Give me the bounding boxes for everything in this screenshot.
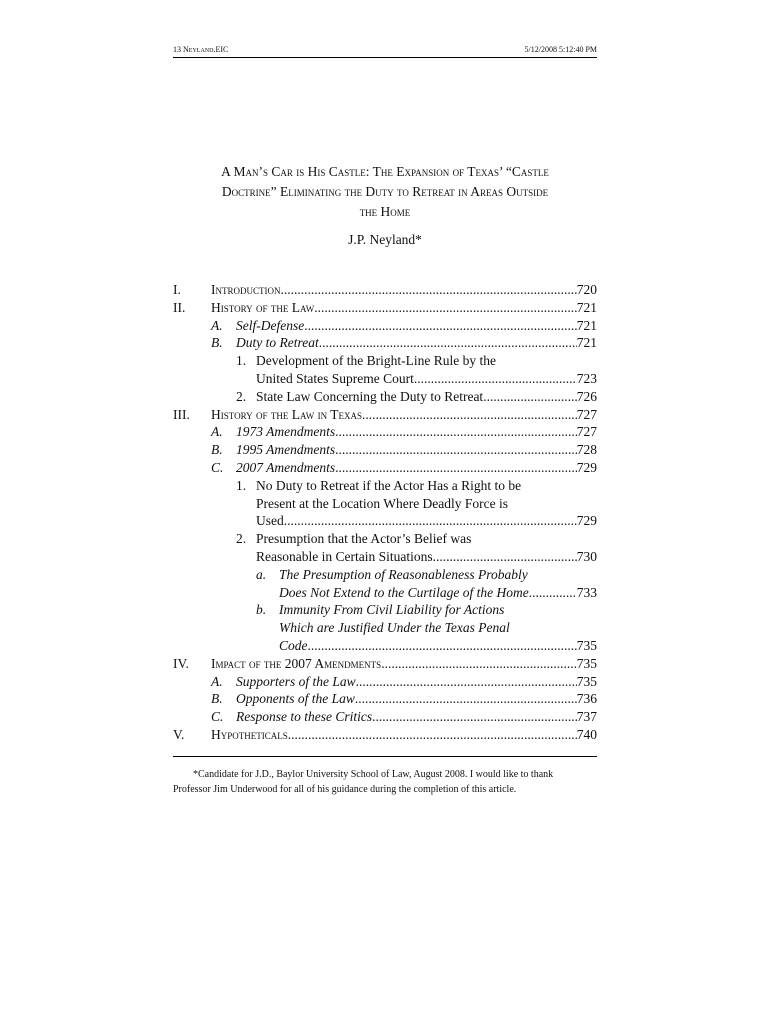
toc-entry: [173, 566, 597, 584]
toc-title: Presumption that the Actor’s Belief was: [256, 531, 472, 547]
toc-title: Present at the Location Where Deadly Force is: [256, 495, 509, 511]
toc-title: Hypotheticals: [211, 726, 288, 742]
toc-title: History of the Law: [211, 299, 315, 315]
toc-number: 1.: [236, 477, 247, 493]
toc-entry-continuation: [173, 512, 597, 530]
toc-page: 729: [576, 459, 597, 475]
toc-number: 2.: [236, 388, 247, 404]
toc-number: II.: [173, 299, 186, 315]
toc-page: 721: [576, 299, 597, 315]
toc-entry: [173, 299, 597, 317]
toc-number: IV.: [173, 655, 189, 671]
toc-entry: [173, 406, 597, 424]
toc-entry-continuation: [173, 619, 597, 637]
toc-number: 1.: [236, 353, 247, 369]
toc-title: Supporters of the Law: [236, 673, 356, 689]
toc-entry: [173, 530, 597, 548]
toc-entry-continuation: [173, 495, 597, 513]
toc-title: Used: [256, 513, 284, 529]
title-line: the Home: [359, 204, 411, 219]
toc-entry: [173, 477, 597, 495]
toc-title: United States Supreme Court: [256, 370, 414, 386]
author: J.P. Neyland*: [348, 232, 422, 247]
timestamp: 5/12/2008 5:12:40 PM: [524, 45, 597, 54]
running-header: [173, 45, 597, 58]
toc-title: 2007 Amendments: [236, 459, 336, 475]
toc-title: Code: [279, 637, 308, 653]
toc-title: Duty to Retreat: [236, 335, 319, 351]
toc-page: 720: [576, 282, 597, 297]
footnote-line: *Candidate for J.D., Baylor University School of Law, August 2008. I would like to thank: [193, 769, 554, 780]
toc-number: C.: [211, 459, 224, 475]
toc-title: Impact of the 2007 Amendments: [211, 655, 382, 671]
toc-page: 723: [576, 370, 597, 386]
toc-page: 736: [576, 691, 597, 707]
toc-number: B.: [211, 442, 223, 458]
toc-page: 730: [576, 548, 597, 564]
toc-page: 727: [576, 424, 597, 440]
toc-entry: [173, 352, 597, 370]
toc-entry-continuation: [173, 370, 597, 388]
toc-number: V.: [173, 726, 185, 742]
toc-entry: [173, 334, 597, 352]
toc-number: 2.: [236, 531, 247, 547]
toc-number: A.: [211, 317, 223, 333]
toc-entry: [173, 423, 597, 441]
toc-title: Which are Justified Under the Texas Penal: [279, 620, 510, 636]
toc-title: Reasonable in Certain Situations: [256, 548, 433, 564]
toc-page: 735: [576, 655, 597, 671]
toc-entry: [173, 673, 597, 691]
toc-entry: [173, 317, 597, 335]
toc-page: 729: [576, 513, 597, 529]
footnote-line: Professor Jim Underwood for all of his guidance during the completion of this article.: [173, 784, 517, 795]
toc-entry: [173, 459, 597, 477]
toc-page: 733: [576, 584, 597, 600]
toc-number: I.: [173, 282, 181, 297]
toc-number: b.: [256, 602, 267, 618]
file-name: 13 Neyland.EIC: [173, 45, 229, 54]
toc-page: 740: [576, 726, 597, 742]
toc-entry: [173, 708, 597, 726]
toc-title: Opponents of the Law: [236, 691, 355, 707]
toc-entry: [173, 726, 597, 744]
toc-page: 721: [576, 335, 597, 351]
toc-entry-continuation: [173, 548, 597, 566]
toc-page: 721: [576, 317, 597, 333]
toc-title: Introduction: [211, 282, 281, 297]
toc-number: B.: [211, 335, 223, 351]
toc-entry-continuation: [173, 584, 597, 602]
toc-entry: [173, 601, 597, 619]
toc-title: 1995 Amendments: [236, 442, 336, 458]
toc-title: 1973 Amendments: [236, 424, 336, 440]
toc-entry: [173, 655, 597, 673]
toc-title: Immunity From Civil Liability for Actions: [279, 602, 505, 618]
toc-entry: [173, 281, 597, 299]
toc-title: Self-Defense: [236, 317, 305, 333]
toc-entry: [173, 690, 597, 708]
toc-entry: [173, 441, 597, 459]
toc-page: 737: [576, 709, 597, 725]
toc-number: B.: [211, 691, 223, 707]
table-of-contents: [173, 281, 597, 744]
toc-title: Does Not Extend to the Curtilage of the Home: [279, 584, 529, 600]
toc-entry-continuation: [173, 637, 597, 655]
toc-page: 735: [576, 637, 597, 653]
footnote-separator: [173, 756, 597, 757]
toc-title: State Law Concerning the Duty to Retreat: [256, 388, 484, 404]
title-line: Doctrine” Eliminating the Duty to Retreat in Areas Outside: [221, 184, 549, 199]
toc-title: Development of the Bright-Line Rule by the: [256, 353, 496, 369]
toc-number: A.: [211, 673, 223, 689]
toc-number: C.: [211, 709, 224, 725]
article-title: [173, 162, 597, 222]
toc-page: 728: [576, 442, 597, 458]
footnote: [173, 767, 597, 797]
toc-title: No Duty to Retreat if the Actor Has a Right to be: [256, 477, 522, 493]
toc-number: a.: [256, 566, 267, 582]
toc-title: Response to these Critics: [236, 709, 373, 725]
title-line: A Man’s Car is His Castle: The Expansion of Texas’ “Castle: [221, 164, 549, 179]
toc-page: 727: [576, 406, 597, 422]
toc-title: The Presumption of Reasonableness Probably: [279, 566, 528, 582]
toc-number: III.: [173, 406, 190, 422]
toc-number: A.: [211, 424, 223, 440]
toc-page: 735: [576, 673, 597, 689]
toc-entry: [173, 388, 597, 406]
toc-page: 726: [576, 388, 597, 404]
toc-title: History of the Law in Texas: [211, 406, 362, 422]
